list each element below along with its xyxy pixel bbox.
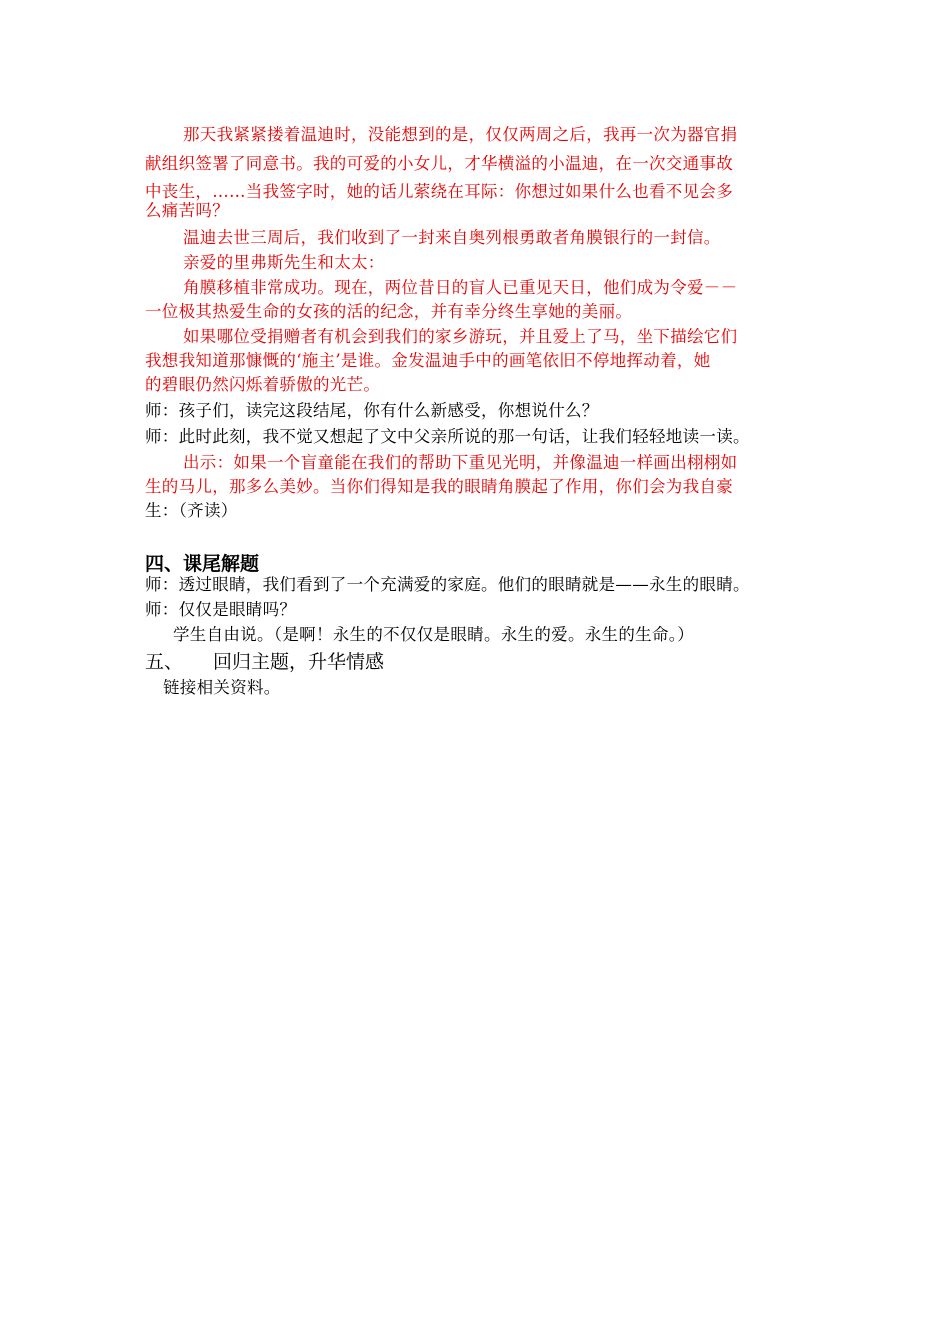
story-line: 么痛苦吗？ xyxy=(145,201,229,220)
letter-salutation: 亲爱的里弗斯先生和太太： xyxy=(183,253,385,272)
story-line: 角膜移植非常成功。现在，两位昔日的盲人已重见天日，他们成为令爱－－ xyxy=(183,278,738,297)
teacher-line: 师：仅仅是眼睛吗？ xyxy=(145,600,297,619)
resource-link-text: 链接相关资料。 xyxy=(163,678,281,697)
teacher-line: 师：透过眼睛，我们看到了一个充满爱的家庭。他们的眼睛就是——永生的眼睛。 xyxy=(145,575,750,594)
section-4-heading: 四、课尾解题 xyxy=(145,553,260,575)
story-line: 温迪去世三周后，我们收到了一封来自奥列根勇敢者角膜银行的一封信。 xyxy=(183,228,721,247)
quote-line: 生：（齐读） xyxy=(145,501,238,520)
section-5-number: 五、 xyxy=(145,651,184,673)
teacher-line: 师：此时此刻，我不觉又想起了文中父亲所说的那一句话，让我们轻轻地读一读。 xyxy=(145,427,750,446)
quote-line: 生的马儿，那多么美妙。当你们得知是我的眼睛角膜起了作用，你们会为我自豪 xyxy=(145,477,733,496)
story-line: 的碧眼仍然闪烁着骄傲的光芒。 xyxy=(145,375,381,394)
story-line: 一位极其热爱生命的女孩的活的纪念，并有幸分终生享她的美丽。 xyxy=(145,302,633,321)
story-line: 那天我紧紧搂着温迪时，没能想到的是，仅仅两周之后，我再一次为器官捐 xyxy=(183,125,738,144)
section-5-title: 回归主题，升华情感 xyxy=(213,651,385,673)
teacher-line: 师：孩子们，读完这段结尾，你有什么新感受，你想说什么？ xyxy=(145,401,599,420)
story-line: 我想我知道那慷慨的‘施主’是谁。金发温迪手中的画笔依旧不停地挥动着，她 xyxy=(145,351,711,370)
quote-line: 出示：如果一个盲童能在我们的帮助下重见光明，并像温迪一样画出栩栩如 xyxy=(183,453,738,472)
story-line: 中丧生，……当我签字时，她的话儿萦绕在耳际：你想过如果什么也看不见会多 xyxy=(145,182,733,201)
story-line: 献组织签署了同意书。我的可爱的小女儿，才华横溢的小温迪，在一次交通事故 xyxy=(145,154,733,173)
story-line: 如果哪位受捐赠者有机会到我们的家乡游玩，并且爱上了马，坐下描绘它们 xyxy=(183,327,738,346)
student-line: 学生自由说。（是啊！永生的不仅仅是眼睛。永生的爱。永生的生命。） xyxy=(173,625,695,644)
section-5-heading xyxy=(145,647,384,674)
